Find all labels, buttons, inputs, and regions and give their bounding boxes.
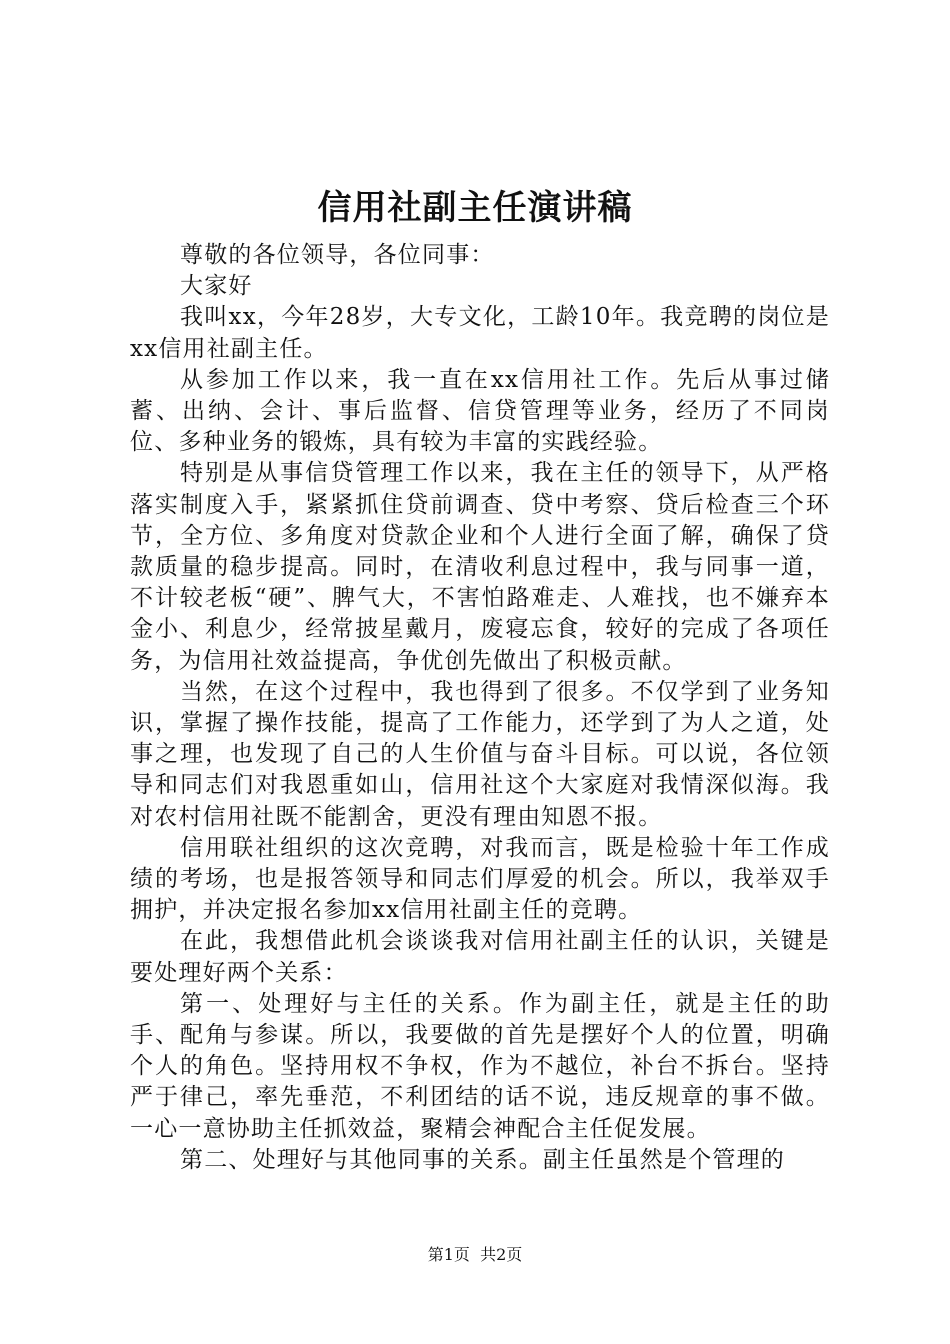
paragraph: 第一、处理好与主任的关系。作为副主任，就是主任的助手、配角与参谋。所以，我要做的首先是摆好个人的位置，明确个人的角色。坚持用权不争权，作为不越位，补台不拆台。坚持严于律己，率先垂范，不利团结的话不说，违反规章的事不做。一心一意协助主任抓效益，聚精会神配合主任促发展。: [130, 990, 830, 1142]
paragraph: 特别是从事信贷管理工作以来，我在主任的领导下，从严格落实制度入手，紧紧抓住贷前调查、贷中考察、贷后检查三个环节，全方位、多角度对贷款企业和个人进行全面了解，确保了贷款质量的稳步提高。同时，在清收利息过程中，我与同事一道，不计较老板“硬”、脾气大，不害怕路难走、人难找，也不嫌弃本金小、利息少，经常披星戴月，废寝忘食，较好的完成了各项任务，为信用社效益提高，争优创先做出了积极贡献。: [130, 460, 830, 674]
page-number: 第1页: [427, 1245, 470, 1264]
salutation: 尊敬的各位领导，各位同事：: [180, 242, 495, 268]
document-body: [130, 240, 830, 1176]
page-footer: [0, 1244, 950, 1266]
paragraph: 当然，在这个过程中，我也得到了很多。不仅学到了业务知识，掌握了操作技能，提高了工作能力，还学到了为人之道，处事之理，也发现了自己的人生价值与奋斗目标。可以说，各位领导和同志们对我恩重如山，信用社这个大家庭对我情深似海。我对农村信用社既不能割舍，更没有理由知恩不报。: [130, 678, 830, 830]
document-title: 信用社副主任演讲稿: [317, 188, 633, 228]
paragraph: 在此，我想借此机会谈谈我对信用社副主任的认识，关键是要处理好两个关系：: [130, 928, 830, 986]
paragraph: 第二、处理好与其他同事的关系。副主任虽然是个管理的: [180, 1146, 785, 1173]
paragraph: 信用联社组织的这次竞聘，对我而言，既是检验十年工作成绩的考场，也是报答领导和同志们厚爱的机会。所以，我举双手拥护，并决定报名参加xx信用社副主任的竞聘。: [130, 834, 830, 924]
paragraph: 我叫xx，今年28岁，大专文化，工龄10年。我竞聘的岗位是xx信用社副主任。: [130, 304, 830, 362]
page-total: 共2页: [480, 1245, 523, 1264]
greeting: 大家好: [180, 273, 253, 300]
paragraph: 从参加工作以来，我一直在xx信用社工作。先后从事过储蓄、出纳、会计、事后监督、信贷管理等业务，经历了不同岗位、多种业务的锻炼，具有较为丰富的实践经验。: [130, 366, 830, 456]
